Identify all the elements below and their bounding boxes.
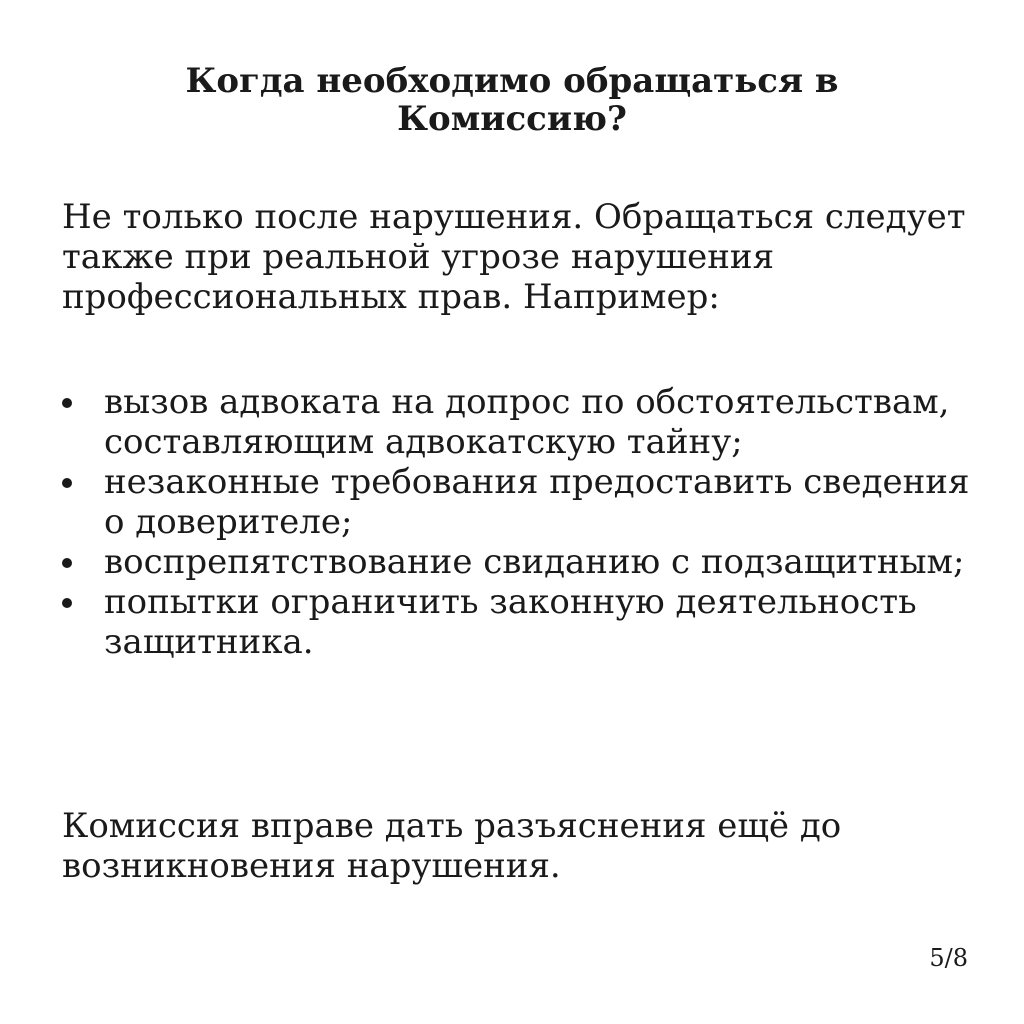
list-item [62, 462, 992, 542]
examples-list [62, 382, 992, 662]
list-item-text: воспрепятствование свиданию с подзащитным; [104, 542, 965, 582]
page-number: 5/8 [929, 944, 968, 972]
list-item-text: попытки ограничить законную деятельность защитника. [104, 582, 917, 662]
bullet-icon [62, 598, 72, 608]
list-item-text: вызов адвоката на допрос по обстоятельствам, составляющим адвокатскую тайну; [104, 382, 950, 462]
list-item-text: незаконные требования предоставить сведения о доверителе; [104, 462, 970, 542]
bullet-icon [62, 398, 72, 408]
bullet-icon [62, 478, 72, 488]
list-item [62, 542, 992, 582]
list-item [62, 382, 992, 462]
closing-paragraph: Комиссия вправе дать разъяснения ещё до возникновения нарушения. [62, 806, 842, 886]
page-title: Когда необходимо обращаться в Комиссию? [185, 61, 839, 139]
bullet-icon [62, 558, 72, 568]
list-item [62, 582, 992, 662]
intro-paragraph: Не только после нарушения. Обращаться следует также при реальной угрозе нарушения профессиональных прав. Например: [62, 197, 966, 317]
